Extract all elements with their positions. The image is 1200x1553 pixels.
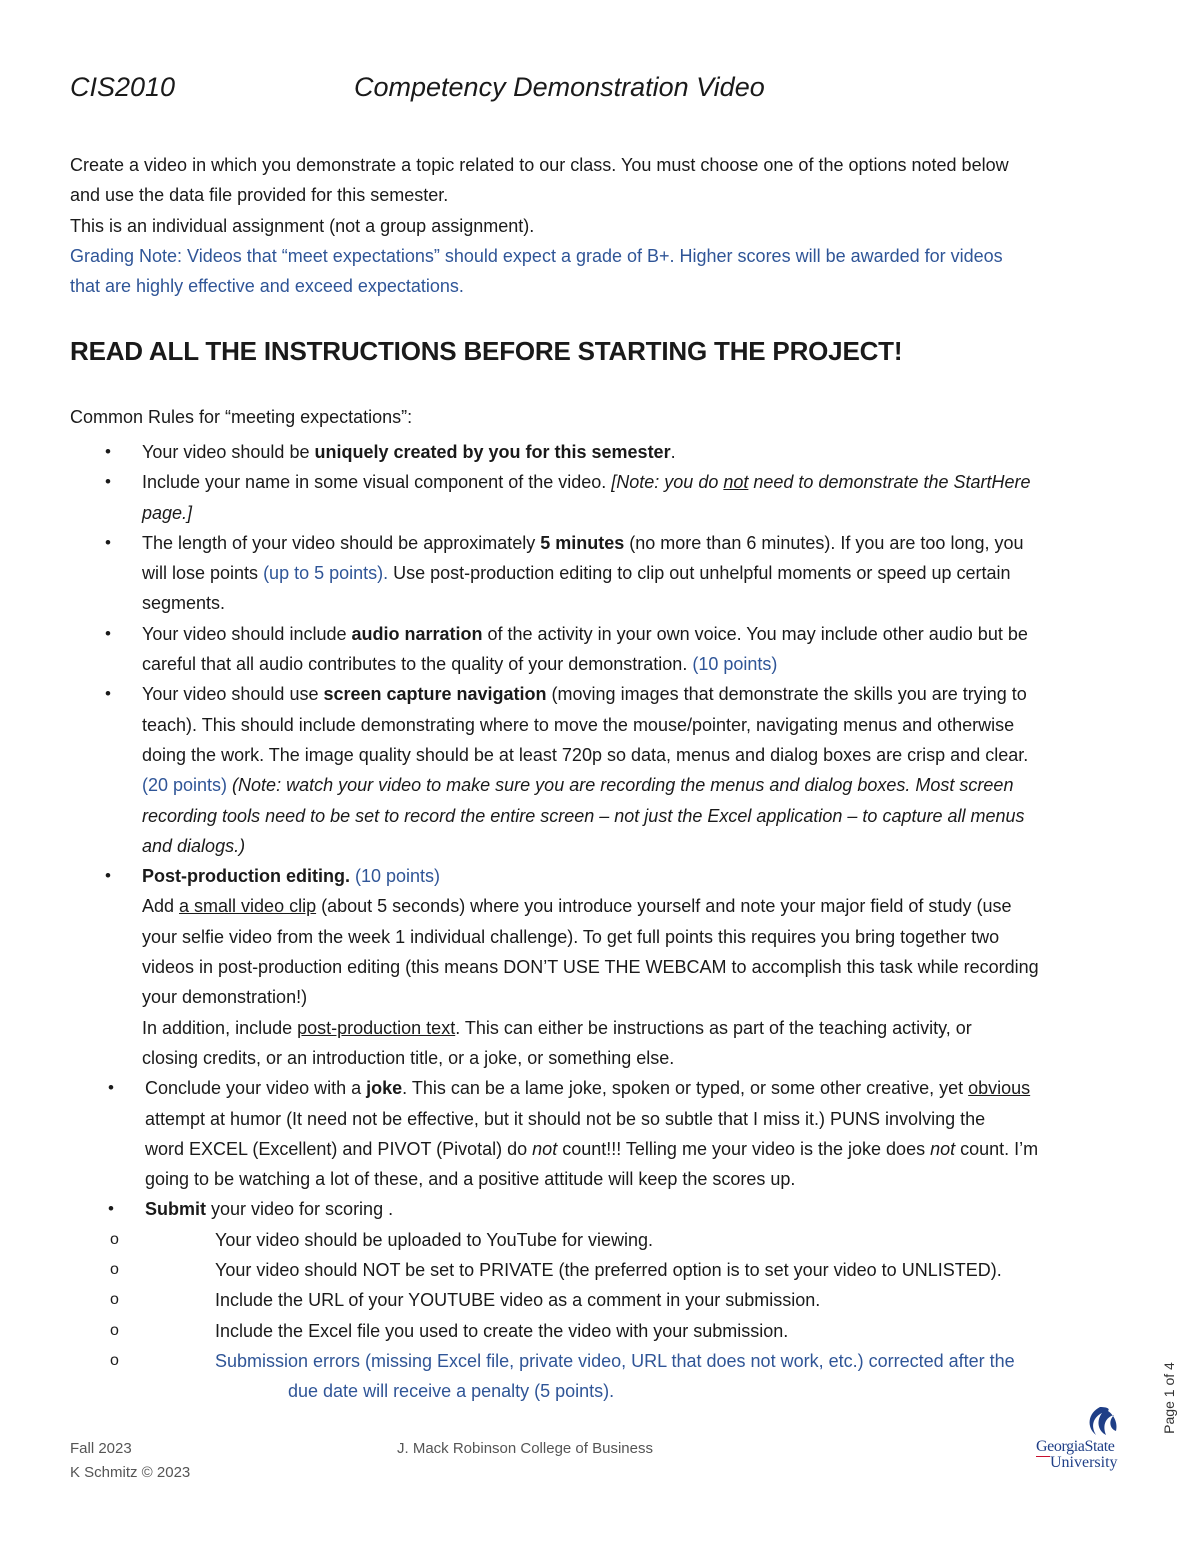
bold-text: audio narration [351, 623, 483, 644]
text: your video for scoring . [206, 1199, 394, 1220]
logo-rule [1036, 1456, 1050, 1457]
points-text: (up to 5 points). [263, 563, 389, 584]
points-text: (10 points) [349, 866, 441, 887]
grading-note: Grading Note: Videos that “meet expectations” should expect a grade of B+. Higher scores will be awarded for videos [70, 245, 1003, 266]
italic-text: (Note: watch your video to make sure you are recording the menus and dialog boxes. Most screen [227, 775, 1014, 796]
circle-bullet-icon: o [110, 1261, 119, 1279]
text: (about 5 seconds) where you introduce yourself and note your major field of study (use [316, 896, 1012, 917]
text: The length of your video should be approximately [142, 532, 541, 553]
course-code: CIS2010 [70, 72, 176, 102]
bold-text: 5 minutes [540, 532, 625, 553]
text: Your video should NOT be set to PRIVATE (the preferred option is to set your video to UNLISTED). [215, 1260, 1002, 1281]
italic-text: not [930, 1138, 956, 1159]
text: Include your name in some visual component of the video. [142, 472, 612, 493]
rules-label: Common Rules for “meeting expectations”: [70, 407, 413, 427]
text: Submission errors (missing Excel file, private video, URL that does not work, etc.) corrected after the [215, 1350, 1015, 1371]
bullet-icon: • [108, 1199, 114, 1219]
text: Include the Excel file you used to create the video with your submission. [215, 1320, 789, 1341]
submit-sublist [70, 1225, 1130, 1407]
circle-bullet-icon: o [110, 1230, 119, 1248]
text: teach). This should include demonstrating where to move the mouse/pointer, navigating menus and otherwise [142, 714, 1015, 735]
text: careful that all audio contributes to the quality of your demonstration. [142, 654, 693, 675]
bullet-icon: • [105, 684, 111, 704]
rules-list [70, 437, 1130, 1407]
underlined-text: a small video clip [179, 896, 317, 917]
bold-text: joke [366, 1078, 403, 1099]
university-logo [1030, 1405, 1140, 1485]
text: due date will receive a penalty (5 points). [288, 1381, 615, 1402]
text: (no more than 6 minutes). If you are too long, you [624, 532, 1024, 553]
logo-text-georgia-state: GeorgiaState [1036, 1438, 1115, 1455]
italic-text: and dialogs.) [142, 835, 246, 856]
circle-bullet-icon: o [110, 1291, 119, 1309]
italic-text: need to demonstrate the StartHere [748, 472, 1031, 493]
list-item [70, 861, 1130, 1073]
bullet-icon: • [105, 866, 111, 886]
footer-term: Fall 2023 [70, 1440, 132, 1457]
text: Include the URL of your YOUTUBE video as a comment in your submission. [215, 1290, 821, 1311]
text: attempt at humor (It need not be effective, but it should not be so subtle that I miss it.) PUNS involving the [145, 1108, 986, 1129]
list-item [70, 679, 1130, 861]
underlined-text: obvious [968, 1078, 1031, 1099]
text: Conclude your video with a [145, 1078, 367, 1099]
intro-line: This is an individual assignment (not a group assignment). [70, 215, 535, 236]
text: . [670, 442, 676, 462]
bullet-icon: • [105, 623, 111, 643]
sub-list-item [70, 1225, 1130, 1255]
bold-text: Submit [145, 1199, 206, 1220]
bold-text: uniquely created by you for this semester [314, 442, 671, 462]
bullet-icon: • [105, 442, 111, 461]
sub-list-item [70, 1255, 1130, 1285]
points-text: (10 points) [692, 654, 778, 675]
text: . This can be a lame joke, spoken or typed, or some other creative, yet [402, 1078, 969, 1099]
circle-bullet-icon: o [110, 1321, 119, 1339]
text: Your video should use [142, 684, 324, 705]
text: word EXCEL (Excellent) and PIVOT (Pivotal) do [145, 1138, 533, 1159]
page-number [1143, 1360, 1200, 1440]
text: (moving images that demonstrate the skills you are trying to [546, 684, 1027, 705]
text: Your video should include [142, 623, 352, 644]
footer-college: J. Mack Robinson College of Business [397, 1440, 653, 1457]
intro-paragraph [70, 150, 1130, 301]
text: your selfie video from the week 1 individual challenge). To get full points this requires you bring together two [142, 926, 1000, 947]
logo-text-university: University [1050, 1454, 1118, 1471]
list-item [70, 437, 1130, 467]
text: doing the work. The image quality should be at least 720p so data, menus and dialog boxes are crisp and clear. [142, 744, 1029, 765]
document-header [70, 72, 1130, 112]
intro-line: Create a video in which you demonstrate a topic related to our class. You must choose one of the options noted below [70, 155, 1009, 175]
list-item [70, 467, 1130, 528]
list-item [70, 1073, 1130, 1194]
italic-text: page.] [142, 502, 193, 523]
italic-text: not [723, 472, 749, 493]
bullet-icon: • [108, 1078, 114, 1098]
text: will lose points [142, 563, 264, 584]
footer-copyright: K Schmitz © 2023 [70, 1464, 191, 1481]
sub-list-item [70, 1316, 1130, 1346]
text: Add [142, 896, 180, 917]
italic-text: not [532, 1138, 558, 1159]
underlined-text: post-production text [297, 1017, 456, 1038]
bold-text: Post-production editing. [142, 866, 350, 887]
text: In addition, include [142, 1017, 298, 1038]
italic-text: recording tools need to be set to record the entire screen – not just the Excel application – to capture all menus [142, 805, 1025, 826]
text: going to be watching a lot of these, and a positive attitude will keep the scores up. [145, 1169, 796, 1190]
text: Use post-production editing to clip out unhelpful moments or speed up certain [388, 563, 1011, 584]
intro-line: and use the data file provided for this semester. [70, 185, 449, 206]
circle-bullet-icon: o [110, 1351, 119, 1369]
text: closing credits, or an introduction title, or a joke, or something else. [142, 1047, 675, 1068]
text: your demonstration!) [142, 987, 308, 1008]
points-text: (20 points) [142, 775, 228, 796]
text: of the activity in your own voice. You may include other audio but be [482, 623, 1028, 644]
bullet-icon: • [105, 472, 111, 492]
list-item [70, 528, 1130, 619]
sub-list-item [70, 1285, 1130, 1315]
text: count. I’m [955, 1138, 1039, 1159]
text: Your video should be uploaded to YouTube for viewing. [215, 1229, 654, 1250]
document-title: Competency Demonstration Video [354, 72, 765, 102]
bullet-icon: • [105, 532, 111, 552]
text: . This can either be instructions as part of the teaching activity, or [455, 1017, 972, 1038]
list-item [70, 1194, 1130, 1406]
list-item [70, 619, 1130, 680]
italic-text: [Note: you do [611, 472, 724, 493]
page-number-text: Page 1 of 4 [1160, 1362, 1177, 1434]
grading-note: that are highly effective and exceed expectations. [70, 276, 464, 297]
bold-text: screen capture navigation [323, 684, 547, 705]
instructions-heading: READ ALL THE INSTRUCTIONS BEFORE STARTING THE PROJECT! [70, 336, 903, 366]
text: videos in post-production editing (this means DON’T USE THE WEBCAM to accomplish this task while recording [142, 957, 1039, 978]
text: Your video should be [142, 442, 315, 462]
text: segments. [142, 593, 226, 614]
text: count!!! Telling me your video is the joke does [557, 1138, 931, 1159]
sub-list-item [70, 1346, 1130, 1407]
